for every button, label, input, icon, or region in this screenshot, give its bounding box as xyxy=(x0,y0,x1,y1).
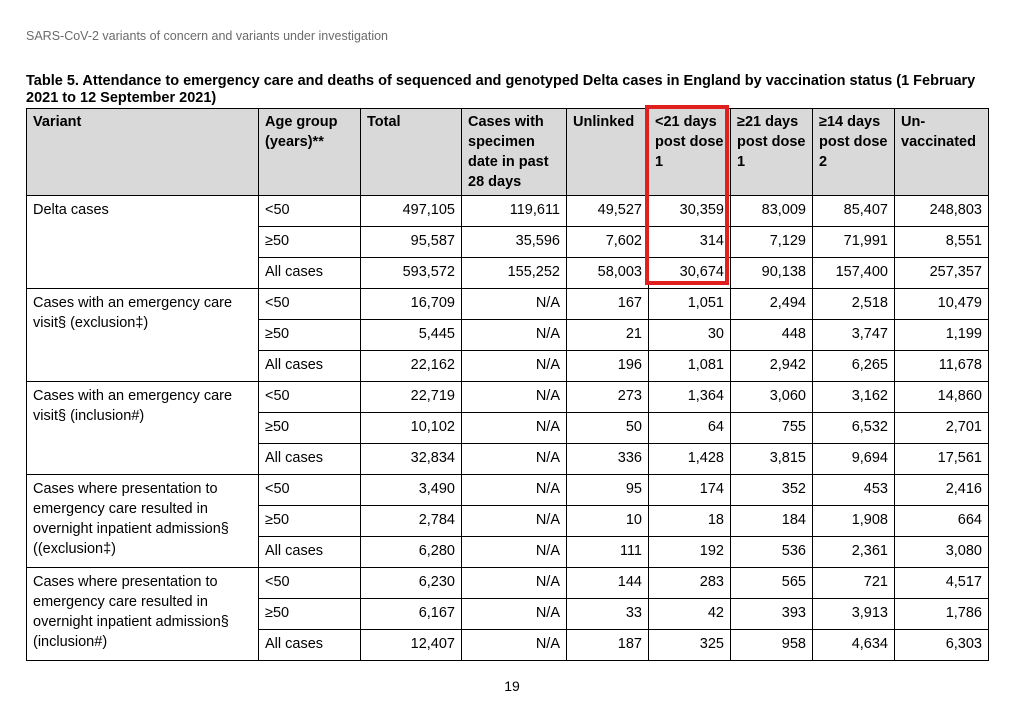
col-header-ge14-post-dose2: ≥14 days post dose 2 xyxy=(813,109,895,196)
table-row xyxy=(27,475,989,506)
age-group-cell: All cases xyxy=(259,351,361,382)
value-cell: 958 xyxy=(731,630,813,661)
value-cell: 2,784 xyxy=(361,506,462,537)
age-group-cell: <50 xyxy=(259,196,361,227)
value-cell: 6,167 xyxy=(361,599,462,630)
value-cell: 71,991 xyxy=(813,227,895,258)
value-cell: 30 xyxy=(649,320,731,351)
value-cell: 257,357 xyxy=(895,258,989,289)
value-cell: 1,908 xyxy=(813,506,895,537)
value-cell: 6,303 xyxy=(895,630,989,661)
value-cell: N/A xyxy=(462,444,567,475)
col-header-ge21-post-dose1: ≥21 days post dose 1 xyxy=(731,109,813,196)
value-cell: 33 xyxy=(567,599,649,630)
value-cell: 7,129 xyxy=(731,227,813,258)
value-cell: 22,719 xyxy=(361,382,462,413)
value-cell: 7,602 xyxy=(567,227,649,258)
variant-cell: Delta cases xyxy=(27,196,259,289)
header-row xyxy=(27,109,989,196)
age-group-cell: <50 xyxy=(259,382,361,413)
table-row xyxy=(27,196,989,227)
value-cell: 95,587 xyxy=(361,227,462,258)
value-cell: 3,913 xyxy=(813,599,895,630)
value-cell: 2,701 xyxy=(895,413,989,444)
col-header-unlinked: Unlinked xyxy=(567,109,649,196)
value-cell: 325 xyxy=(649,630,731,661)
value-cell: 192 xyxy=(649,537,731,568)
value-cell: 664 xyxy=(895,506,989,537)
age-group-cell: ≥50 xyxy=(259,227,361,258)
variant-cell: Cases with an emergency care visit§ (inclusion#) xyxy=(27,382,259,475)
value-cell: 21 xyxy=(567,320,649,351)
value-cell: 30,359 xyxy=(649,196,731,227)
value-cell: 95 xyxy=(567,475,649,506)
value-cell: 90,138 xyxy=(731,258,813,289)
value-cell: 85,407 xyxy=(813,196,895,227)
value-cell: 58,003 xyxy=(567,258,649,289)
col-header-total: Total xyxy=(361,109,462,196)
value-cell: 35,596 xyxy=(462,227,567,258)
col-header-past-28-days: Cases with specimen date in past 28 days xyxy=(462,109,567,196)
value-cell: 17,561 xyxy=(895,444,989,475)
attendance-table xyxy=(26,108,989,661)
value-cell: 2,518 xyxy=(813,289,895,320)
value-cell: 536 xyxy=(731,537,813,568)
value-cell: 83,009 xyxy=(731,196,813,227)
value-cell: N/A xyxy=(462,320,567,351)
value-cell: N/A xyxy=(462,568,567,599)
age-group-cell: All cases xyxy=(259,537,361,568)
value-cell: 4,517 xyxy=(895,568,989,599)
value-cell: 1,081 xyxy=(649,351,731,382)
age-group-cell: <50 xyxy=(259,475,361,506)
value-cell: 593,572 xyxy=(361,258,462,289)
variant-cell: Cases where presentation to emergency care resulted in overnight inpatient admission§ ((exclusion‡) xyxy=(27,475,259,568)
value-cell: 314 xyxy=(649,227,731,258)
value-cell: 32,834 xyxy=(361,444,462,475)
age-group-cell: ≥50 xyxy=(259,413,361,444)
value-cell: 1,428 xyxy=(649,444,731,475)
value-cell: N/A xyxy=(462,382,567,413)
value-cell: 283 xyxy=(649,568,731,599)
value-cell: 755 xyxy=(731,413,813,444)
value-cell: 12,407 xyxy=(361,630,462,661)
value-cell: 5,445 xyxy=(361,320,462,351)
running-header: SARS-CoV-2 variants of concern and variants under investigation xyxy=(26,29,388,43)
value-cell: 49,527 xyxy=(567,196,649,227)
value-cell: 6,532 xyxy=(813,413,895,444)
value-cell: 10 xyxy=(567,506,649,537)
table-caption: Table 5. Attendance to emergency care and deaths of sequenced and genotyped Delta cases in England by vaccination status (1 February 2021 to 12 September 2021) xyxy=(26,73,976,106)
value-cell: 2,416 xyxy=(895,475,989,506)
value-cell: N/A xyxy=(462,413,567,444)
value-cell: 3,060 xyxy=(731,382,813,413)
col-header-lt21-post-dose1: <21 days post dose 1 xyxy=(649,109,731,196)
value-cell: 453 xyxy=(813,475,895,506)
value-cell: 721 xyxy=(813,568,895,599)
value-cell: 248,803 xyxy=(895,196,989,227)
value-cell: 184 xyxy=(731,506,813,537)
value-cell: 2,494 xyxy=(731,289,813,320)
value-cell: N/A xyxy=(462,537,567,568)
value-cell: 2,361 xyxy=(813,537,895,568)
value-cell: 11,678 xyxy=(895,351,989,382)
value-cell: 157,400 xyxy=(813,258,895,289)
value-cell: N/A xyxy=(462,630,567,661)
age-group-cell: <50 xyxy=(259,289,361,320)
value-cell: N/A xyxy=(462,351,567,382)
age-group-cell: All cases xyxy=(259,258,361,289)
value-cell: 30,674 xyxy=(649,258,731,289)
table-row xyxy=(27,289,989,320)
value-cell: 3,490 xyxy=(361,475,462,506)
age-group-cell: ≥50 xyxy=(259,320,361,351)
age-group-cell: ≥50 xyxy=(259,506,361,537)
value-cell: 14,860 xyxy=(895,382,989,413)
table-row xyxy=(27,382,989,413)
variant-cell: Cases with an emergency care visit§ (exclusion‡) xyxy=(27,289,259,382)
age-group-cell: All cases xyxy=(259,630,361,661)
value-cell: 3,162 xyxy=(813,382,895,413)
age-group-cell: All cases xyxy=(259,444,361,475)
value-cell: 167 xyxy=(567,289,649,320)
value-cell: 144 xyxy=(567,568,649,599)
value-cell: 3,815 xyxy=(731,444,813,475)
value-cell: 448 xyxy=(731,320,813,351)
table-body xyxy=(27,196,989,661)
value-cell: 497,105 xyxy=(361,196,462,227)
value-cell: 196 xyxy=(567,351,649,382)
value-cell: 393 xyxy=(731,599,813,630)
table-row xyxy=(27,568,989,599)
value-cell: 10,102 xyxy=(361,413,462,444)
value-cell: 4,634 xyxy=(813,630,895,661)
value-cell: 155,252 xyxy=(462,258,567,289)
value-cell: 64 xyxy=(649,413,731,444)
value-cell: 352 xyxy=(731,475,813,506)
value-cell: 22,162 xyxy=(361,351,462,382)
value-cell: 3,747 xyxy=(813,320,895,351)
value-cell: N/A xyxy=(462,506,567,537)
value-cell: 10,479 xyxy=(895,289,989,320)
age-group-cell: <50 xyxy=(259,568,361,599)
value-cell: 50 xyxy=(567,413,649,444)
col-header-variant: Variant xyxy=(27,109,259,196)
value-cell: 565 xyxy=(731,568,813,599)
value-cell: N/A xyxy=(462,475,567,506)
value-cell: 6,265 xyxy=(813,351,895,382)
value-cell: 16,709 xyxy=(361,289,462,320)
variant-cell: Cases where presentation to emergency care resulted in overnight inpatient admission§ (inclusion#) xyxy=(27,568,259,661)
value-cell: 1,199 xyxy=(895,320,989,351)
value-cell: 1,786 xyxy=(895,599,989,630)
value-cell: 273 xyxy=(567,382,649,413)
value-cell: 42 xyxy=(649,599,731,630)
value-cell: 174 xyxy=(649,475,731,506)
col-header-age-group: Age group (years)** xyxy=(259,109,361,196)
value-cell: 119,611 xyxy=(462,196,567,227)
value-cell: 187 xyxy=(567,630,649,661)
value-cell: 111 xyxy=(567,537,649,568)
value-cell: 6,230 xyxy=(361,568,462,599)
value-cell: 9,694 xyxy=(813,444,895,475)
col-header-unvaccinated: Un-vaccinated xyxy=(895,109,989,196)
value-cell: 336 xyxy=(567,444,649,475)
value-cell: 1,364 xyxy=(649,382,731,413)
page-number: 19 xyxy=(504,678,520,694)
value-cell: 8,551 xyxy=(895,227,989,258)
value-cell: N/A xyxy=(462,599,567,630)
value-cell: 18 xyxy=(649,506,731,537)
value-cell: 1,051 xyxy=(649,289,731,320)
age-group-cell: ≥50 xyxy=(259,599,361,630)
value-cell: 6,280 xyxy=(361,537,462,568)
value-cell: 2,942 xyxy=(731,351,813,382)
value-cell: N/A xyxy=(462,289,567,320)
value-cell: 3,080 xyxy=(895,537,989,568)
